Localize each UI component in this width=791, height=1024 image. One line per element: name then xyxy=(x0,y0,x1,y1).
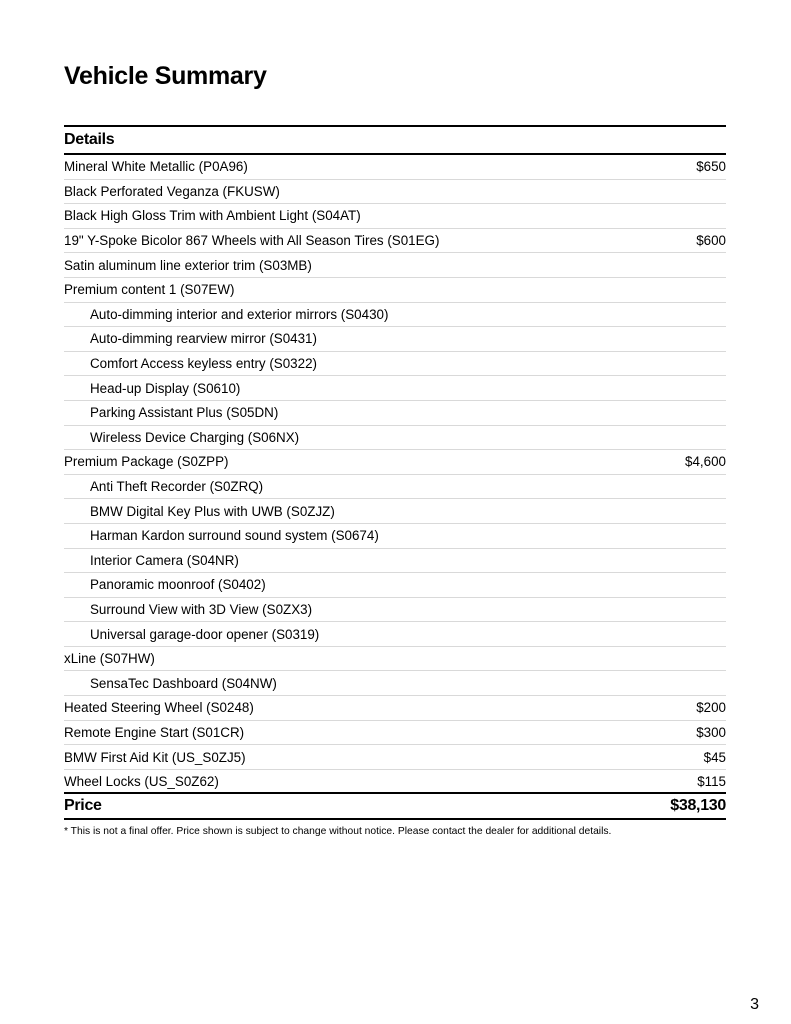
table-row xyxy=(64,303,726,328)
option-price: $650 xyxy=(696,159,726,175)
option-label: Interior Camera (S04NR) xyxy=(90,552,239,568)
option-price: $115 xyxy=(697,773,726,789)
option-label: BMW Digital Key Plus with UWB (S0ZJZ) xyxy=(90,503,335,519)
details-rows xyxy=(64,155,726,794)
option-label: Auto-dimming interior and exterior mirrors (S0430) xyxy=(90,306,389,322)
price-row xyxy=(64,794,726,820)
table-row xyxy=(64,204,726,229)
option-label: Panoramic moonroof (S0402) xyxy=(90,577,266,593)
option-label: BMW First Aid Kit (US_S0ZJ5) xyxy=(64,749,246,765)
option-price: $45 xyxy=(703,749,726,765)
table-row xyxy=(64,278,726,303)
option-label: Satin aluminum line exterior trim (S03MB) xyxy=(64,257,312,273)
option-label: Anti Theft Recorder (S0ZRQ) xyxy=(90,479,264,495)
page-title: Vehicle Summary xyxy=(64,62,267,90)
table-row xyxy=(64,622,726,647)
option-label: Surround View with 3D View (S0ZX3) xyxy=(90,601,313,617)
table-row xyxy=(64,721,726,746)
option-label: Premium content 1 (S07EW) xyxy=(64,282,235,298)
option-price: $200 xyxy=(696,700,726,716)
details-header: Details xyxy=(64,125,726,155)
table-row xyxy=(64,770,726,795)
table-row xyxy=(64,524,726,549)
option-label: Parking Assistant Plus (S05DN) xyxy=(90,405,279,421)
option-price: $4,600 xyxy=(685,454,726,470)
option-label: Remote Engine Start (S01CR) xyxy=(64,724,245,740)
table-row xyxy=(64,499,726,524)
option-label: Premium Package (S0ZPP) xyxy=(64,454,229,470)
option-label: xLine (S07HW) xyxy=(64,651,155,667)
option-price: $600 xyxy=(696,233,726,249)
table-row xyxy=(64,352,726,377)
table-row xyxy=(64,671,726,696)
option-label: Heated Steering Wheel (S0248) xyxy=(64,700,254,716)
disclaimer: * This is not a final offer. Price shown is subject to change without notice. Please contact the dealer for additional details. xyxy=(64,826,612,838)
option-label: SensaTec Dashboard (S04NW) xyxy=(90,675,277,691)
option-label: Universal garage-door opener (S0319) xyxy=(90,626,320,642)
table-row xyxy=(64,647,726,672)
table-row xyxy=(64,573,726,598)
page-number: 3 xyxy=(750,996,759,1013)
table-row xyxy=(64,598,726,623)
table-row xyxy=(64,401,726,426)
option-label: Head-up Display (S0610) xyxy=(90,380,241,396)
option-label: 19" Y-Spoke Bicolor 867 Wheels with All Season Tires (S01EG) xyxy=(64,233,440,249)
option-label: Comfort Access keyless entry (S0322) xyxy=(90,356,317,372)
option-label: Wireless Device Charging (S06NX) xyxy=(90,429,300,445)
option-label: Black High Gloss Trim with Ambient Light (S04AT) xyxy=(64,208,361,224)
table-row xyxy=(64,327,726,352)
table-row xyxy=(64,745,726,770)
table-row xyxy=(64,475,726,500)
option-label: Mineral White Metallic (P0A96) xyxy=(64,159,248,175)
price-label: Price xyxy=(64,797,102,815)
table-row xyxy=(64,155,726,180)
option-label: Black Perforated Veganza (FKUSW) xyxy=(64,183,280,199)
option-label: Auto-dimming rearview mirror (S0431) xyxy=(90,331,317,347)
table-row xyxy=(64,253,726,278)
vehicle-summary-table xyxy=(64,125,726,837)
option-label: Wheel Locks (US_S0Z62) xyxy=(64,773,219,789)
table-row xyxy=(64,376,726,401)
option-price: $300 xyxy=(696,724,726,740)
table-row xyxy=(64,696,726,721)
table-row xyxy=(64,229,726,254)
table-row xyxy=(64,426,726,451)
table-row xyxy=(64,450,726,475)
option-label: Harman Kardon surround sound system (S0674) xyxy=(90,528,379,544)
table-row xyxy=(64,549,726,574)
price-total: $38,130 xyxy=(670,797,726,815)
table-row xyxy=(64,180,726,205)
